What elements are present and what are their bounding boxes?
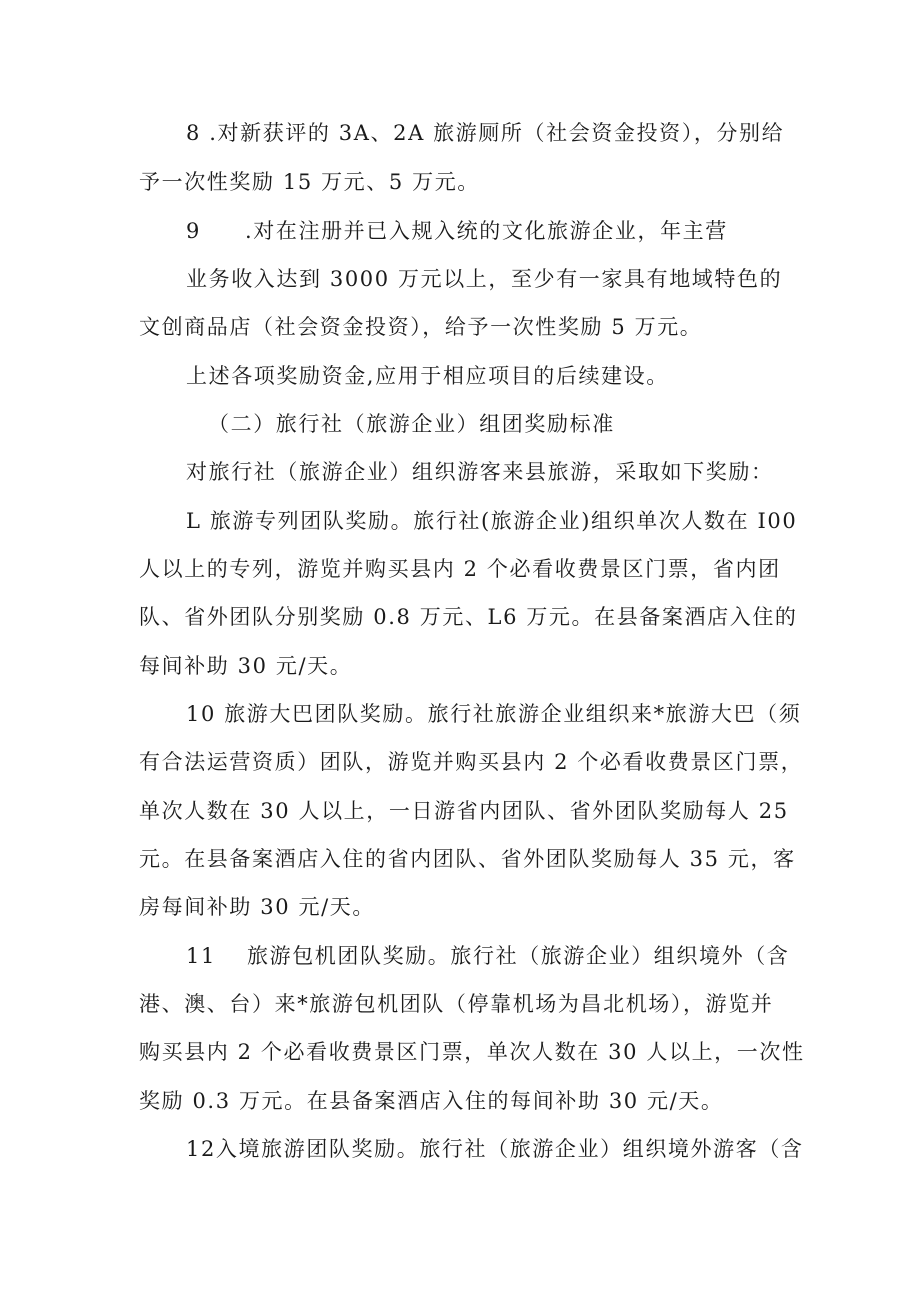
section-heading: （二）旅行社（旅游企业）组团奖励标准 (208, 412, 615, 436)
item-10-line-5: 房每间补助 30 元/天。 (139, 895, 375, 919)
paragraph-9-line-1: .对在注册并已入规入统的文化旅游企业，年主营 (245, 219, 728, 243)
item-11-number: 11 (186, 944, 216, 968)
item-12-line-1: 12入境旅游团队奖励。旅行社（旅游企业）组织境外游客（含 (186, 1137, 804, 1161)
summary-paragraph: 上述各项奖励资金,应用于相应项目的后续建设。 (186, 364, 669, 388)
item-11-line-3: 购买县内 2 个必看收费景区门票，单次人数在 30 人以上，一次性 (139, 1040, 805, 1064)
item-10-line-4: 元。在县备案酒店入住的省内团队、省外团队奖励每人 35 元，客 (139, 847, 796, 871)
item-10-line-3: 单次人数在 30 人以上，一日游省内团队、省外团队奖励每人 25 (139, 799, 789, 823)
paragraph-9-line-2: 业务收入达到 3000 万元以上，至少有一家具有地域特色的 (186, 267, 783, 291)
item-11-line-2: 港、澳、台）来*旅游包机团队（停靠机场为昌北机场），游览并 (139, 992, 774, 1016)
item-10-line-2: 有合法运营资质）团队，游览并购买县内 2 个必看收费景区门票， (139, 750, 804, 774)
item-1-line-3: 队、省外团队分别奖励 0.8 万元、L6 万元。在县备案酒店入住的 (139, 605, 798, 629)
item-1-line-1: L 旅游专列团队奖励。旅行社(旅游企业)组织单次人数在 I00 (186, 509, 798, 533)
item-1-line-2: 人以上的专列，游览并购买县内 2 个必看收费景区门票，省内团 (139, 557, 781, 581)
paragraph-9-number: 9 (186, 219, 201, 243)
item-10-line-1: 10 旅游大巴团队奖励。旅行社旅游企业组织来*旅游大巴（须 (186, 702, 802, 726)
item-11-line-1: 旅游包机团队奖励。旅行社（旅游企业）组织境外（含 (247, 944, 790, 968)
paragraph-8-line-2: 予一次性奖励 15 万元、5 万元。 (139, 170, 480, 194)
item-1-line-4: 每间补助 30 元/天。 (139, 654, 353, 678)
intro-paragraph: 对旅行社（旅游企业）组织游客来县旅游，采取如下奖励： (186, 460, 774, 484)
paragraph-9-line-3: 文创商品店（社会资金投资），给予一次性奖励 5 万元。 (139, 315, 703, 339)
paragraph-8-line-1: 8 .对新获评的 3A、2A 旅游厕所（社会资金投资），分别给 (186, 121, 785, 145)
item-11-line-4: 奖励 0.3 万元。在县备案酒店入住的每间补助 30 元/天。 (139, 1089, 724, 1113)
